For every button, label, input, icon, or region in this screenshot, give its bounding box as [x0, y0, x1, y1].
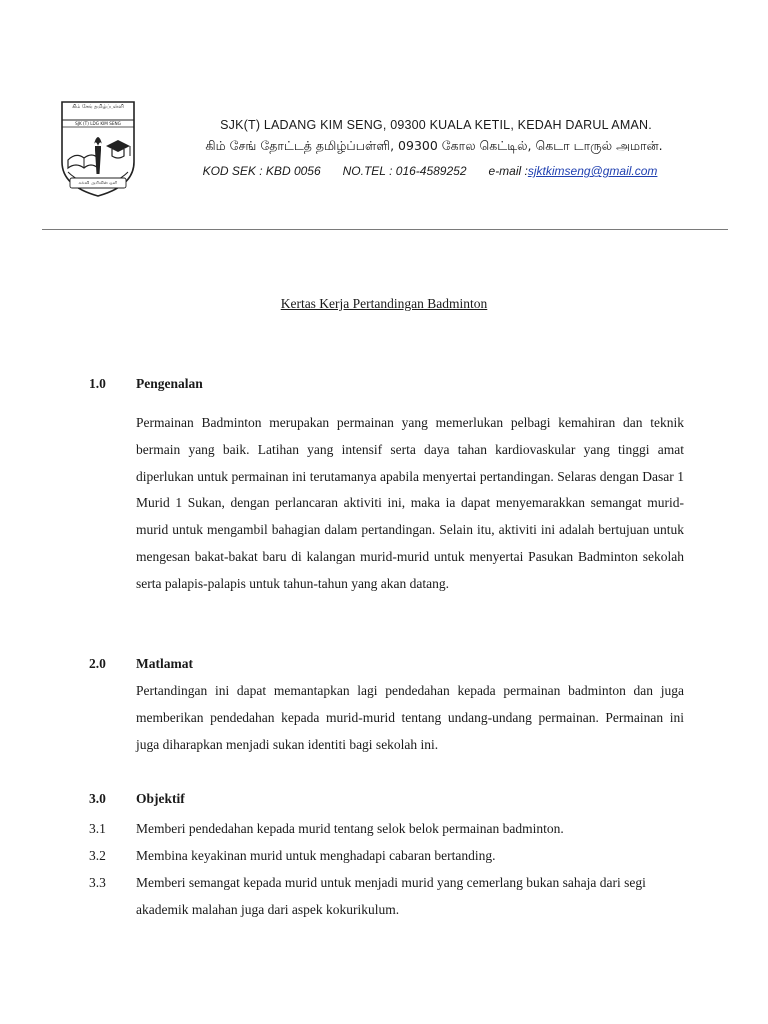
email-link[interactable]: sjktkimseng@gmail.com [527, 164, 658, 178]
section-heading-objektif [89, 791, 185, 807]
contact-line [140, 164, 720, 178]
school-name: SJK(T) LADANG KIM SENG, 09300 KUALA KETIL, KEDAH DARUL AMAN. [220, 118, 652, 132]
section-title: Objektif [136, 791, 185, 806]
section-number: 2.0 [89, 656, 106, 671]
school-code: KOD SEK : KBD 0056 [202, 164, 321, 178]
item-text: Memberi pendedahan kepada murid tentang selok belok permainan badminton. [136, 821, 564, 836]
section-title: Pengenalan [136, 376, 203, 391]
letterhead [140, 118, 720, 178]
item-text: Memberi semangat kepada murid untuk menjadi murid yang cemerlang bukan sahaja dari segi akademik malahan juga dari aspek kokurikulum. [136, 875, 646, 917]
email-label: e-mail : [488, 164, 528, 178]
letterhead-divider [42, 229, 728, 230]
logo-sub-text: SJK (T) LDG KIM SENG [75, 121, 121, 126]
section-heading-matlamat [89, 656, 193, 672]
logo-top-text: கிம் சேங் தமிழ்ப்பள்ளி [72, 104, 124, 110]
section-body-pengenalan: Permainan Badminton merupakan permainan yang memerlukan pelbagi kemahiran dan teknik bermain yang baik. Latihan yang intensif serta daya tahan kardiovaskular yang tinggi amat diperlukan untuk permainan ini terutamanya apabila menyertai pertandingan. Selaras dengan Dasar 1 Murid 1 Sukan, dengan perlancaran aktiviti ini, maka ia dapat menyemarakkan semangat murid-murid untuk mengambil bahagian dalam pertandingan. Selain itu, aktiviti ini adalah bertujuan untuk mengesan bakat-bakat baru di kalangan murid-murid untuk menyertai Pasukan Badminton sekolah serta palapis-palapis untuk tahun-tahun yang akan datang. [136, 415, 684, 591]
school-logo [58, 100, 138, 198]
item-text: Membina keyakinan murid untuk menghadapi cabaran bertanding. [136, 848, 496, 863]
section-number: 1.0 [89, 376, 106, 391]
document-title: Kertas Kerja Pertandingan Badminton [280, 296, 488, 311]
school-phone: NO.TEL : 016-4589252 [342, 164, 467, 178]
item-number: 3.3 [89, 875, 106, 890]
section-heading-pengenalan [89, 376, 203, 392]
section-number: 3.0 [89, 791, 106, 806]
list-item [89, 842, 689, 869]
item-number: 3.1 [89, 821, 106, 836]
section-body-matlamat: Pertandingan ini dapat memantapkan lagi pendedahan kepada permainan badminton dan juga memberikan pendedahan kepada murid-murid tentang undang-undang permainan. Permainan ini juga diharapkan menjadi sukan identiti bagi sekolah ini. [136, 683, 684, 752]
list-item [89, 869, 689, 923]
objective-list [89, 815, 689, 923]
logo-motto: கல்வி அறிவின் ஒளி [78, 180, 118, 185]
section-title: Matlamat [136, 656, 193, 671]
list-item [89, 815, 689, 842]
school-name-tamil: கிம் சேங் தோட்டத் தமிழ்ப்பள்ளி, 09300 கோல கெட்டில், கெடா டாருல் அமான். [205, 138, 663, 153]
item-number: 3.2 [89, 848, 106, 863]
